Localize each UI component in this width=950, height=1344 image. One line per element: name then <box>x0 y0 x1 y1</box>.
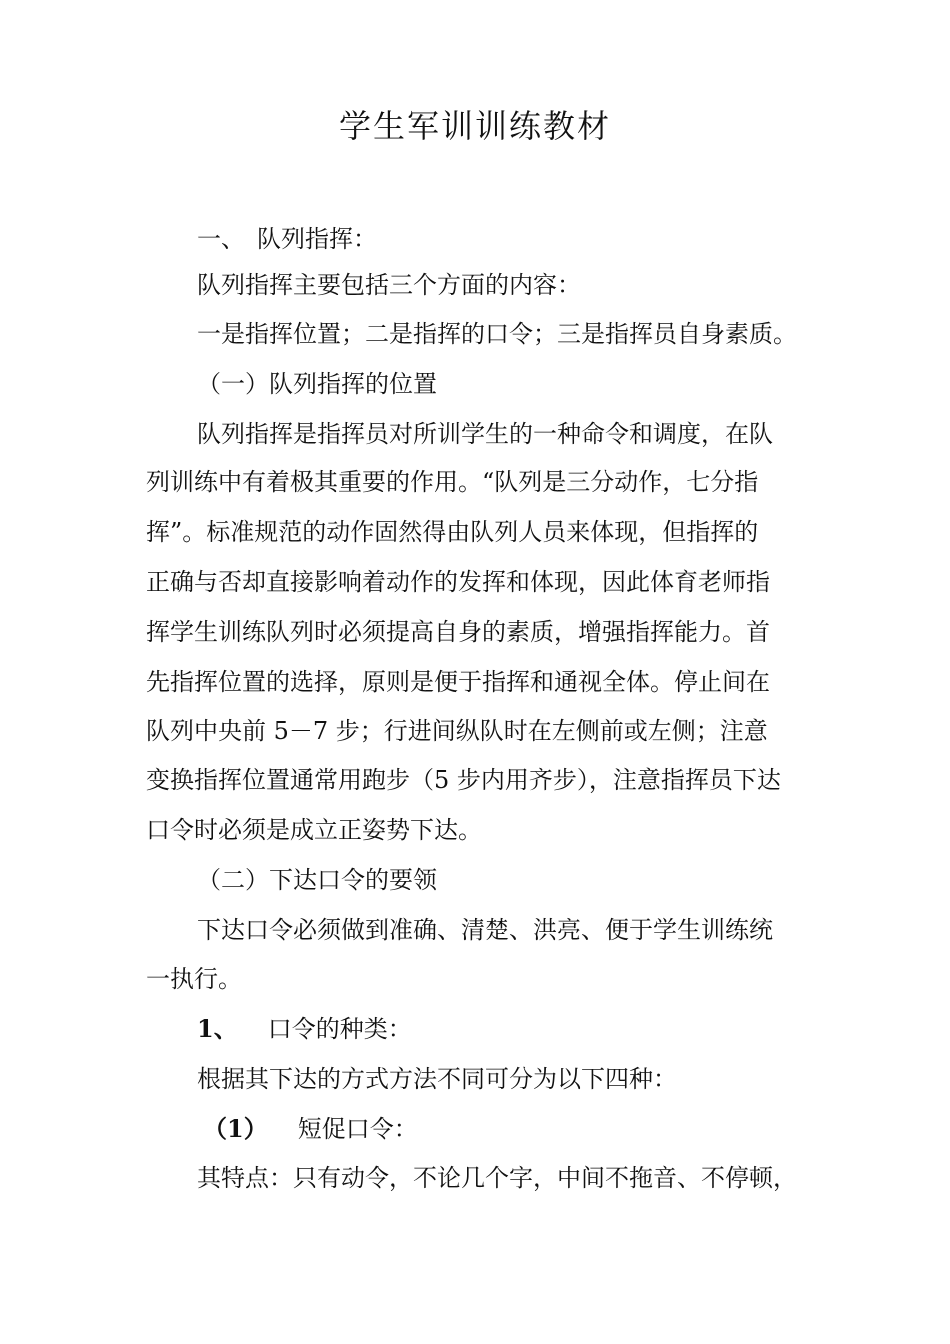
paragraph-line: 先指挥位置的选择，原则是便于指挥和通视全体。停止间在 <box>146 668 770 696</box>
subsection-heading-2: （二）下达口令的要领 <box>197 866 437 894</box>
item-number: 1、 <box>197 1014 238 1043</box>
section-heading-text: 队列指挥： <box>257 225 377 253</box>
paragraph-line: 队列中央前 5－7 步；行进间纵队时在左侧前或左侧；注意 <box>146 717 768 745</box>
paragraph-line: 挥”。标准规范的动作固然得由队列人员来体现，但指挥的 <box>146 518 759 546</box>
paragraph-line: 其特点：只有动令，不论几个字，中间不拖音、不停顿， <box>197 1164 797 1192</box>
document-title: 学生军训训练教材 <box>338 107 611 145</box>
subsection-heading-1: （一）队列指挥的位置 <box>197 370 437 398</box>
subitem-number: （1） <box>203 1114 268 1143</box>
numbered-subitem-heading <box>203 1112 418 1146</box>
item-heading-text: 口令的种类： <box>267 1015 412 1043</box>
paragraph-line: 正确与否却直接影响着动作的发挥和体现，因此体育老师指 <box>146 568 770 596</box>
paragraph-line: 口令时必须是成立正姿势下达。 <box>146 816 482 844</box>
subitem-heading-text: 短促口令： <box>297 1115 418 1143</box>
points-line: 一是指挥位置；二是指挥的口令；三是指挥员自身素质。 <box>197 320 797 348</box>
paragraph-line: 变换指挥位置通常用跑步（5 步内用齐步），注意指挥员下达 <box>146 766 781 794</box>
section-number: 一、 <box>197 225 245 253</box>
paragraph-line: 队列指挥是指挥员对所训学生的一种命令和调度，在队 <box>197 420 773 448</box>
paragraph-line: 一执行。 <box>146 965 242 993</box>
paragraph-line: 根据其下达的方式方法不同可分为以下四种： <box>197 1065 677 1093</box>
paragraph-line: 下达口令必须做到准确、清楚、洪亮、便于学生训练统 <box>197 916 773 944</box>
paragraph-line: 挥学生训练队列时必须提高自身的素质，增强指挥能力。首 <box>146 618 770 646</box>
intro-line: 队列指挥主要包括三个方面的内容： <box>197 271 581 299</box>
paragraph-line: 列训练中有着极其重要的作用。“队列是三分动作，七分指 <box>146 468 759 496</box>
section-heading <box>197 222 377 256</box>
numbered-item-heading <box>197 1012 412 1046</box>
